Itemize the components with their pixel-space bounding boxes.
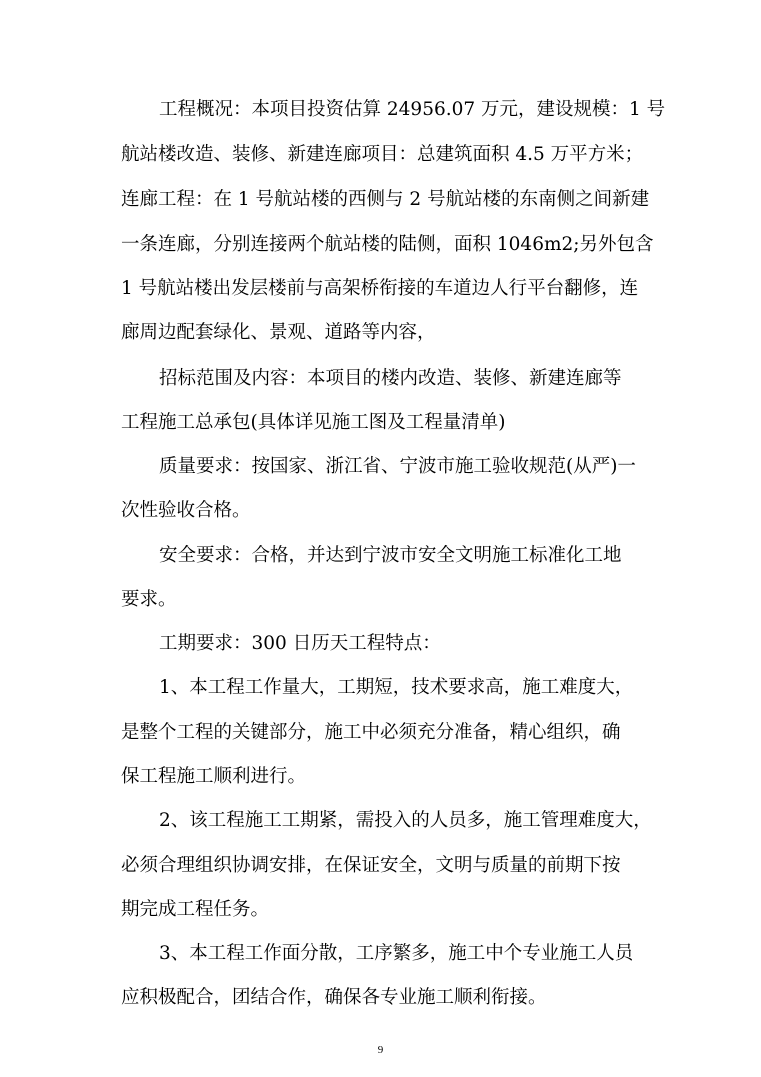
text-line-feature1-2: 是整个工程的关键部分，施工中必须充分准备，精心组织，确 [121, 722, 621, 743]
text-line-feature3-2: 应积极配合，团结合作，确保各专业施工顺利衔接。 [121, 987, 547, 1008]
text-line-overview-1: 工程概况：本项目投资估算 24956.07 万元，建设规模：1 号 [159, 99, 666, 120]
text-line-scope-2: 工程施工总承包(具体详见施工图及工程量清单) [121, 412, 506, 433]
text-line-feature2-2: 必须合理组织协调安排，在保证安全，文明与质量的前期下按 [121, 855, 621, 876]
text-line-safety-2: 要求。 [121, 589, 177, 610]
text-line-feature2-1: 2、该工程施工工期紧，需投入的人员多，施工管理难度大， [159, 810, 652, 831]
text-line-feature2-3: 期完成工程任务。 [121, 899, 270, 920]
text-line-overview-6: 廊周边配套绿化、景观、道路等内容， [121, 322, 436, 343]
text-line-feature3-1: 3、本工程工作面分散，工序繁多，施工中个专业施工人员 [159, 943, 634, 964]
text-line-schedule: 工期要求：300 日历天工程特点： [159, 633, 441, 654]
text-line-quality-2: 次性验收合格。 [121, 500, 251, 521]
text-line-quality-1: 质量要求：按国家、浙江省、宁波市施工验收规范(从严)一 [159, 456, 636, 477]
text-line-feature1-3: 保工程施工顺利进行。 [121, 766, 307, 787]
text-line-overview-5: 1 号航站楼出发层楼前与高架桥衔接的车道边人行平台翻修，连 [121, 278, 639, 299]
text-line-safety-1: 安全要求：合格，并达到宁波市安全文明施工标准化工地 [159, 545, 622, 566]
text-line-overview-3: 连廊工程：在 1 号航站楼的西侧与 2 号航站楼的东南侧之间新建 [121, 189, 650, 210]
text-line-overview-2: 航站楼改造、装修、新建连廊项目：总建筑面积 4.5 万平方米； [121, 144, 644, 165]
page-number: 9 [377, 1044, 384, 1056]
text-line-scope-1: 招标范围及内容：本项目的楼内改造、装修、新建连廊等 [159, 368, 622, 389]
text-line-overview-4: 一条连廊，分别连接两个航站楼的陆侧，面积 1046m2;另外包含 [121, 234, 654, 255]
text-line-feature1-1: 1、本工程工作量大，工期短，技术要求高，施工难度大， [159, 677, 634, 698]
